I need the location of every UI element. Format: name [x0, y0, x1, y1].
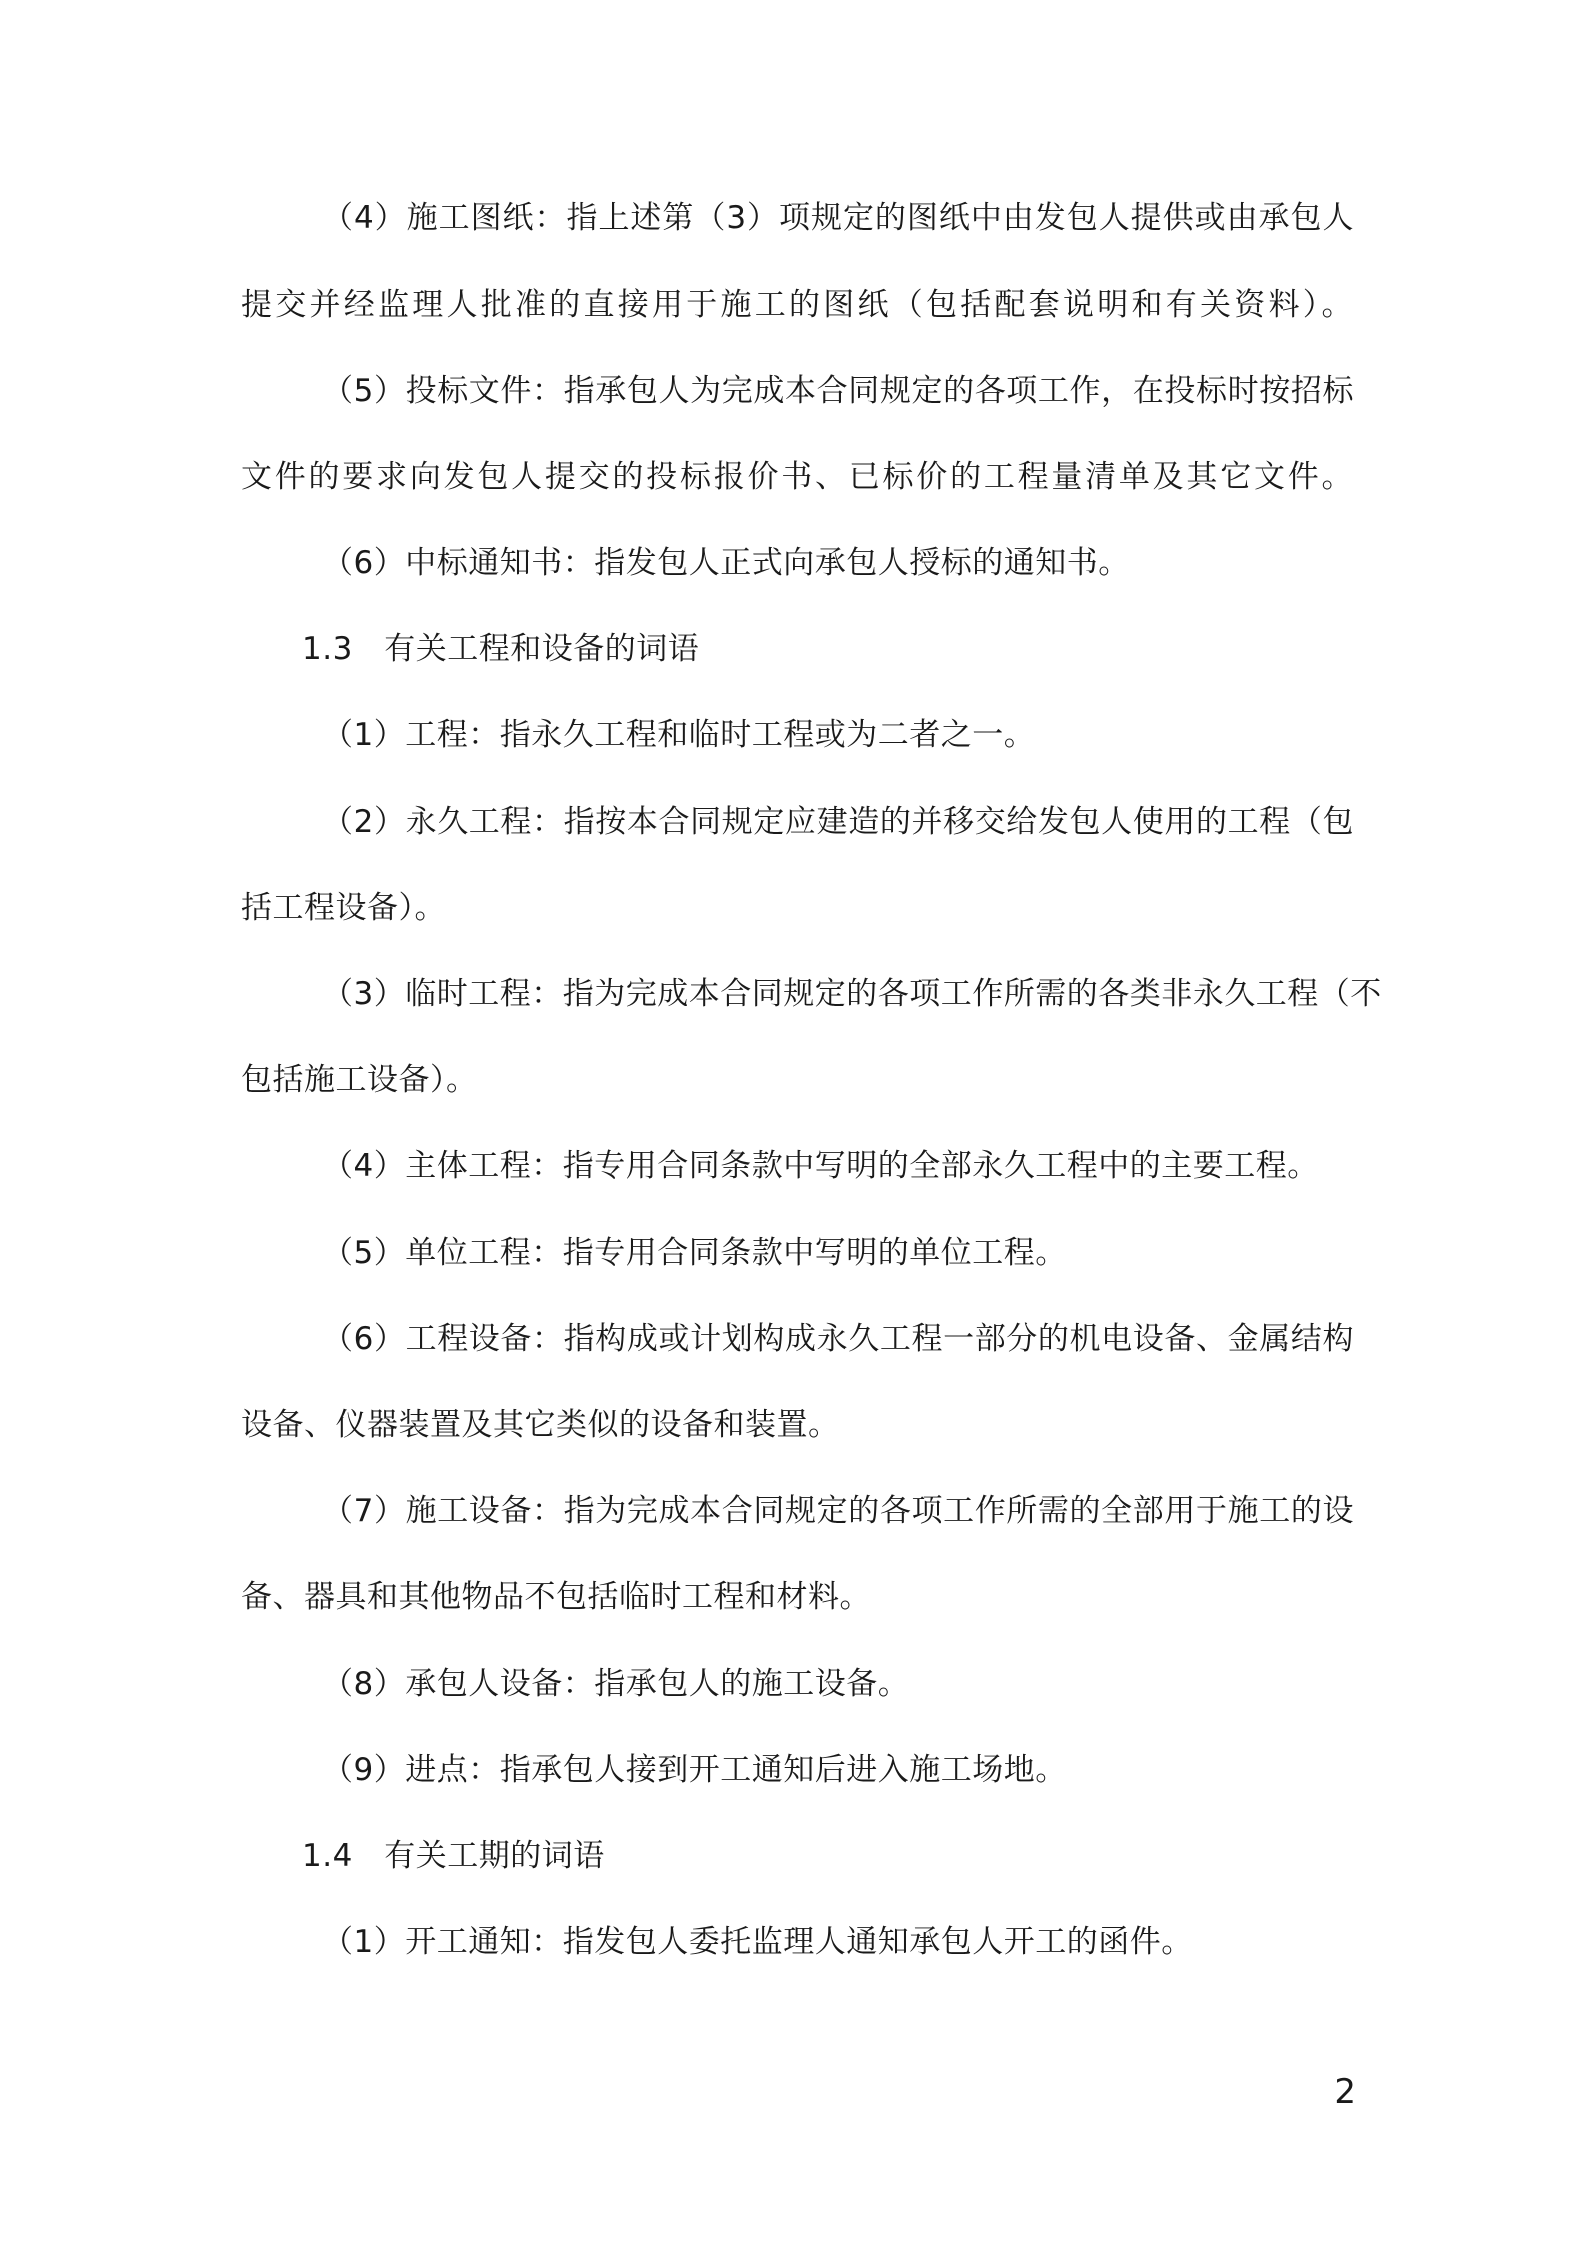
paragraph-line: （9）进点：指承包人接到开工通知后进入施工场地。 [322, 1752, 1067, 1788]
paragraph-line: （3）临时工程：指为完成本合同规定的各项工作所需的各类非永久工程（不 [322, 976, 1382, 1012]
paragraph-line: 包括施工设备）。 [241, 1062, 478, 1098]
paragraph-line: （5）投标文件：指承包人为完成本合同规定的各项工作，在投标时按招标 [322, 373, 1354, 409]
paragraph-line: （1）工程：指永久工程和临时工程或为二者之一。 [322, 717, 1036, 753]
paragraph-line: 提交并经监理人批准的直接用于施工的图纸（包括配套说明和有关资料）。 [241, 287, 1353, 323]
paragraph-line: （2）永久工程：指按本合同规定应建造的并移交给发包人使用的工程（包 [322, 804, 1354, 840]
paragraph-line: （1）开工通知：指发包人委托监理人通知承包人开工的函件。 [322, 1924, 1193, 1960]
section-heading: 1.4 有关工期的词语 [302, 1838, 605, 1874]
paragraph-line: 括工程设备）。 [241, 890, 446, 926]
paragraph-line: （5）单位工程：指专用合同条款中写明的单位工程。 [322, 1235, 1067, 1271]
paragraph-line: （6）工程设备：指构成或计划构成永久工程一部分的机电设备、金属结构 [322, 1321, 1354, 1357]
section-heading: 1.3 有关工程和设备的词语 [302, 631, 700, 667]
paragraph-line: 文件的要求向发包人提交的投标报价书、已标价的工程量清单及其它文件。 [241, 459, 1353, 495]
page-number: 2 [1334, 2072, 1356, 2112]
paragraph-line: （4）主体工程：指专用合同条款中写明的全部永久工程中的主要工程。 [322, 1148, 1319, 1184]
paragraph-line: （7）施工设备：指为完成本合同规定的各项工作所需的全部用于施工的设 [322, 1493, 1354, 1529]
paragraph-line: 设备、仪器装置及其它类似的设备和装置。 [241, 1407, 840, 1443]
paragraph-line: （8）承包人设备：指承包人的施工设备。 [322, 1666, 910, 1702]
paragraph-line: （6）中标通知书：指发包人正式向承包人授标的通知书。 [322, 545, 1130, 581]
paragraph-line: 备、器具和其他物品不包括临时工程和材料。 [241, 1579, 871, 1615]
paragraph-line: （4）施工图纸：指上述第（3）项规定的图纸中由发包人提供或由承包人 [322, 200, 1354, 236]
